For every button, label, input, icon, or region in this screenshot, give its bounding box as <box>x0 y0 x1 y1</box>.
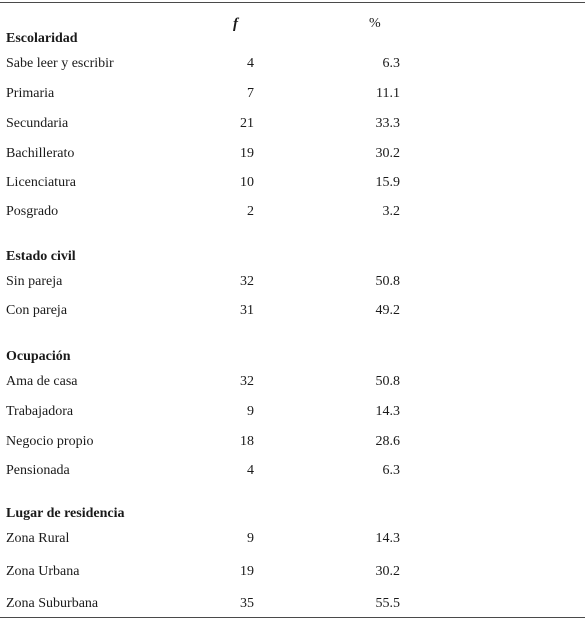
row-f: 31 <box>240 303 254 318</box>
row-pct: 50.8 <box>375 274 400 289</box>
row-label: Posgrado <box>6 204 59 219</box>
row-label: Zona Urbana <box>6 564 80 579</box>
row-pct: 11.1 <box>376 86 400 101</box>
row-pct: 30.2 <box>375 146 400 161</box>
row-f: 32 <box>240 374 254 389</box>
row-f: 21 <box>240 116 254 131</box>
row-label: Sin pareja <box>6 274 63 289</box>
row-f: 7 <box>247 86 254 101</box>
row-pct: 55.5 <box>375 596 400 611</box>
row-pct: 3.2 <box>382 204 400 219</box>
row-pct: 14.3 <box>375 404 400 419</box>
row-label: Sabe leer y escribir <box>6 56 114 71</box>
row-pct: 28.6 <box>375 434 400 449</box>
column-header-percent: % <box>369 16 381 31</box>
row-label: Licenciatura <box>6 175 76 190</box>
table-top-rule <box>0 2 585 3</box>
row-pct: 30.2 <box>375 564 400 579</box>
row-f: 4 <box>247 463 254 478</box>
row-label: Primaria <box>6 86 55 101</box>
row-f: 10 <box>240 175 254 190</box>
row-label: Ama de casa <box>6 374 78 389</box>
row-f: 19 <box>240 146 254 161</box>
row-f: 2 <box>247 204 254 219</box>
row-f: 18 <box>240 434 254 449</box>
section-title-estado-civil: Estado civil <box>6 249 76 264</box>
section-title-lugar-de-residencia: Lugar de residencia <box>6 506 125 521</box>
row-f: 4 <box>247 56 254 71</box>
section-title-escolaridad: Escolaridad <box>6 31 78 46</box>
row-label: Zona Rural <box>6 531 70 546</box>
section-title-ocupacion: Ocupación <box>6 349 71 364</box>
row-label: Zona Suburbana <box>6 596 99 611</box>
row-label: Pensionada <box>6 463 70 478</box>
row-f: 9 <box>247 531 254 546</box>
column-header-f: f <box>233 16 238 32</box>
row-pct: 50.8 <box>375 374 400 389</box>
row-pct: 33.3 <box>375 116 400 131</box>
row-f: 9 <box>247 404 254 419</box>
row-label: Trabajadora <box>6 404 74 419</box>
row-f: 19 <box>240 564 254 579</box>
table-bottom-rule <box>0 617 585 618</box>
row-label: Bachillerato <box>6 146 75 161</box>
row-label: Negocio propio <box>6 434 94 449</box>
row-pct: 6.3 <box>382 463 400 478</box>
row-pct: 49.2 <box>375 303 400 318</box>
row-pct: 14.3 <box>375 531 400 546</box>
row-pct: 6.3 <box>382 56 400 71</box>
row-f: 32 <box>240 274 254 289</box>
row-label: Secundaria <box>6 116 69 131</box>
row-f: 35 <box>240 596 254 611</box>
row-label: Con pareja <box>6 303 68 318</box>
row-pct: 15.9 <box>375 175 400 190</box>
